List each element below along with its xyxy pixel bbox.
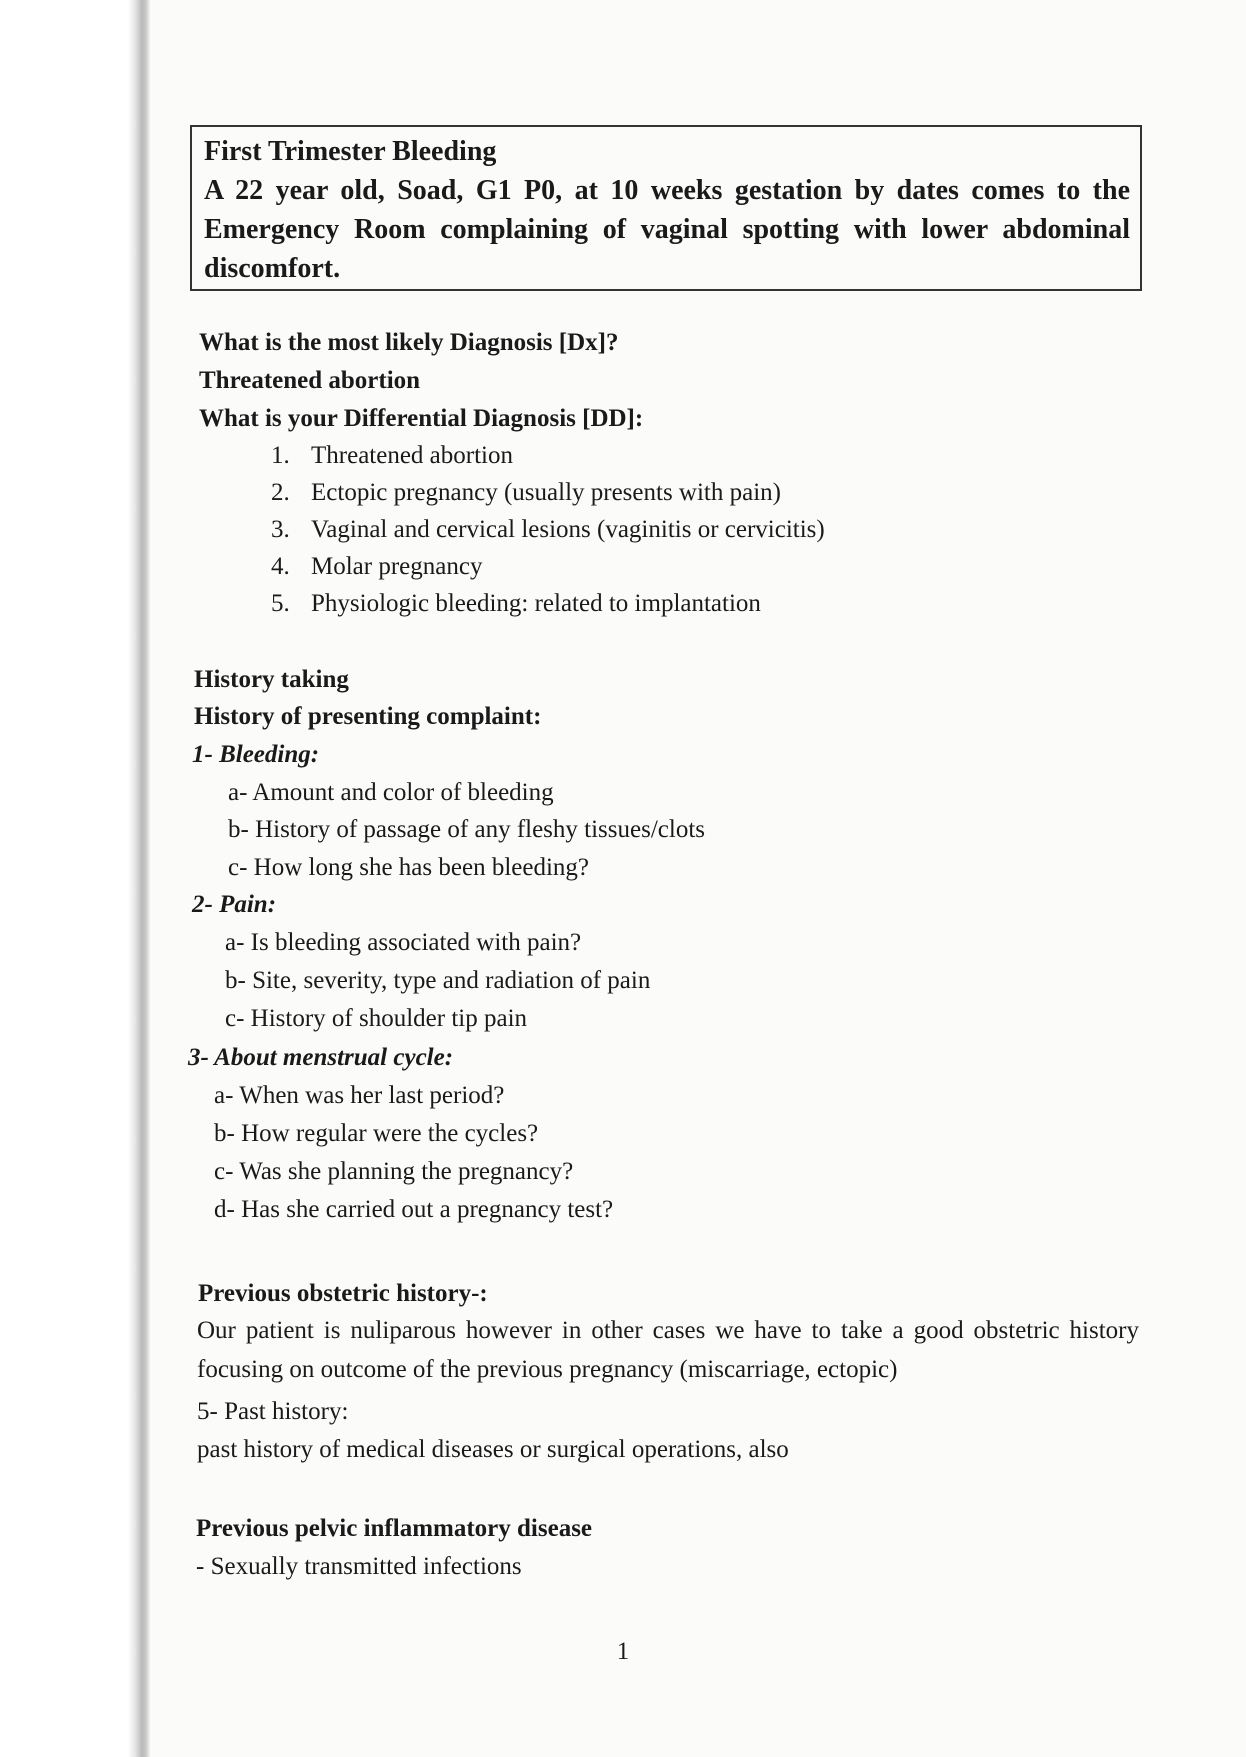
item-text: Vaginal and cervical lesions (vaginitis or cervicitis) xyxy=(311,516,825,543)
obstetric-heading: Previous obstetric history-: xyxy=(198,1280,488,1307)
menstrual-item: a- When was her last period? xyxy=(214,1082,505,1109)
pain-title: 2- Pain: xyxy=(192,891,277,918)
item-text: Physiologic bleeding: related to implantation xyxy=(311,590,761,617)
item-number: 5. xyxy=(271,590,290,617)
case-box xyxy=(190,125,1142,291)
pelvic-heading: Previous pelvic inflammatory disease xyxy=(196,1515,593,1542)
item-number: 3. xyxy=(271,516,290,543)
item-number: 2. xyxy=(271,479,290,506)
menstrual-item: c- Was she planning the pregnancy? xyxy=(214,1158,574,1185)
page-number: 1 xyxy=(616,1638,630,1665)
differential-item xyxy=(271,589,761,619)
pain-item: c- History of shoulder tip pain xyxy=(225,1005,528,1032)
case-description: A 22 year old, Soad, G1 P0, at 10 weeks gestation by dates comes to the Emergency Room complaining of vaginal spotting with lower abdominal discomfort. xyxy=(204,175,1130,284)
past-history-text: past history of medical diseases or surgical operations, also xyxy=(197,1436,789,1463)
item-text: Threatened abortion xyxy=(311,442,513,469)
differential-item xyxy=(271,515,825,545)
item-text: Molar pregnancy xyxy=(311,553,483,580)
history-subheading: History of presenting complaint: xyxy=(194,703,542,730)
menstrual-title: 3- About menstrual cycle: xyxy=(188,1044,454,1071)
case-title: First Trimester Bleeding xyxy=(204,136,497,167)
bleeding-item: b- History of passage of any fleshy tissues/clots xyxy=(228,816,706,843)
differential-question: What is your Differential Diagnosis [DD]: xyxy=(199,405,644,432)
bleeding-item: c- How long she has been bleeding? xyxy=(228,854,589,881)
diagnosis-answer: Threatened abortion xyxy=(199,367,421,394)
menstrual-item: d- Has she carried out a pregnancy test? xyxy=(214,1196,614,1223)
item-text: Ectopic pregnancy (usually presents with pain) xyxy=(311,479,781,506)
pelvic-item: - Sexually transmitted infections xyxy=(196,1553,522,1580)
obstetric-paragraph: Our patient is nuliparous however in other cases we have to take a good obstetric history focusing on outcome of the previous pregnancy (miscarriage, ectopic) xyxy=(197,1317,1139,1383)
item-number: 1. xyxy=(271,442,290,469)
differential-item xyxy=(271,478,781,508)
differential-item xyxy=(271,441,513,471)
item-number: 4. xyxy=(271,553,290,580)
menstrual-item: b- How regular were the cycles? xyxy=(214,1120,539,1147)
pain-item: a- Is bleeding associated with pain? xyxy=(225,929,582,956)
history-heading: History taking xyxy=(194,666,349,693)
past-history-label: 5- Past history: xyxy=(197,1398,349,1425)
differential-item xyxy=(271,552,482,582)
diagnosis-question: What is the most likely Diagnosis [Dx]? xyxy=(199,329,619,356)
bleeding-title: 1- Bleeding: xyxy=(192,741,320,768)
pain-item: b- Site, severity, type and radiation of pain xyxy=(225,967,651,994)
bleeding-item: a- Amount and color of bleeding xyxy=(228,779,554,806)
